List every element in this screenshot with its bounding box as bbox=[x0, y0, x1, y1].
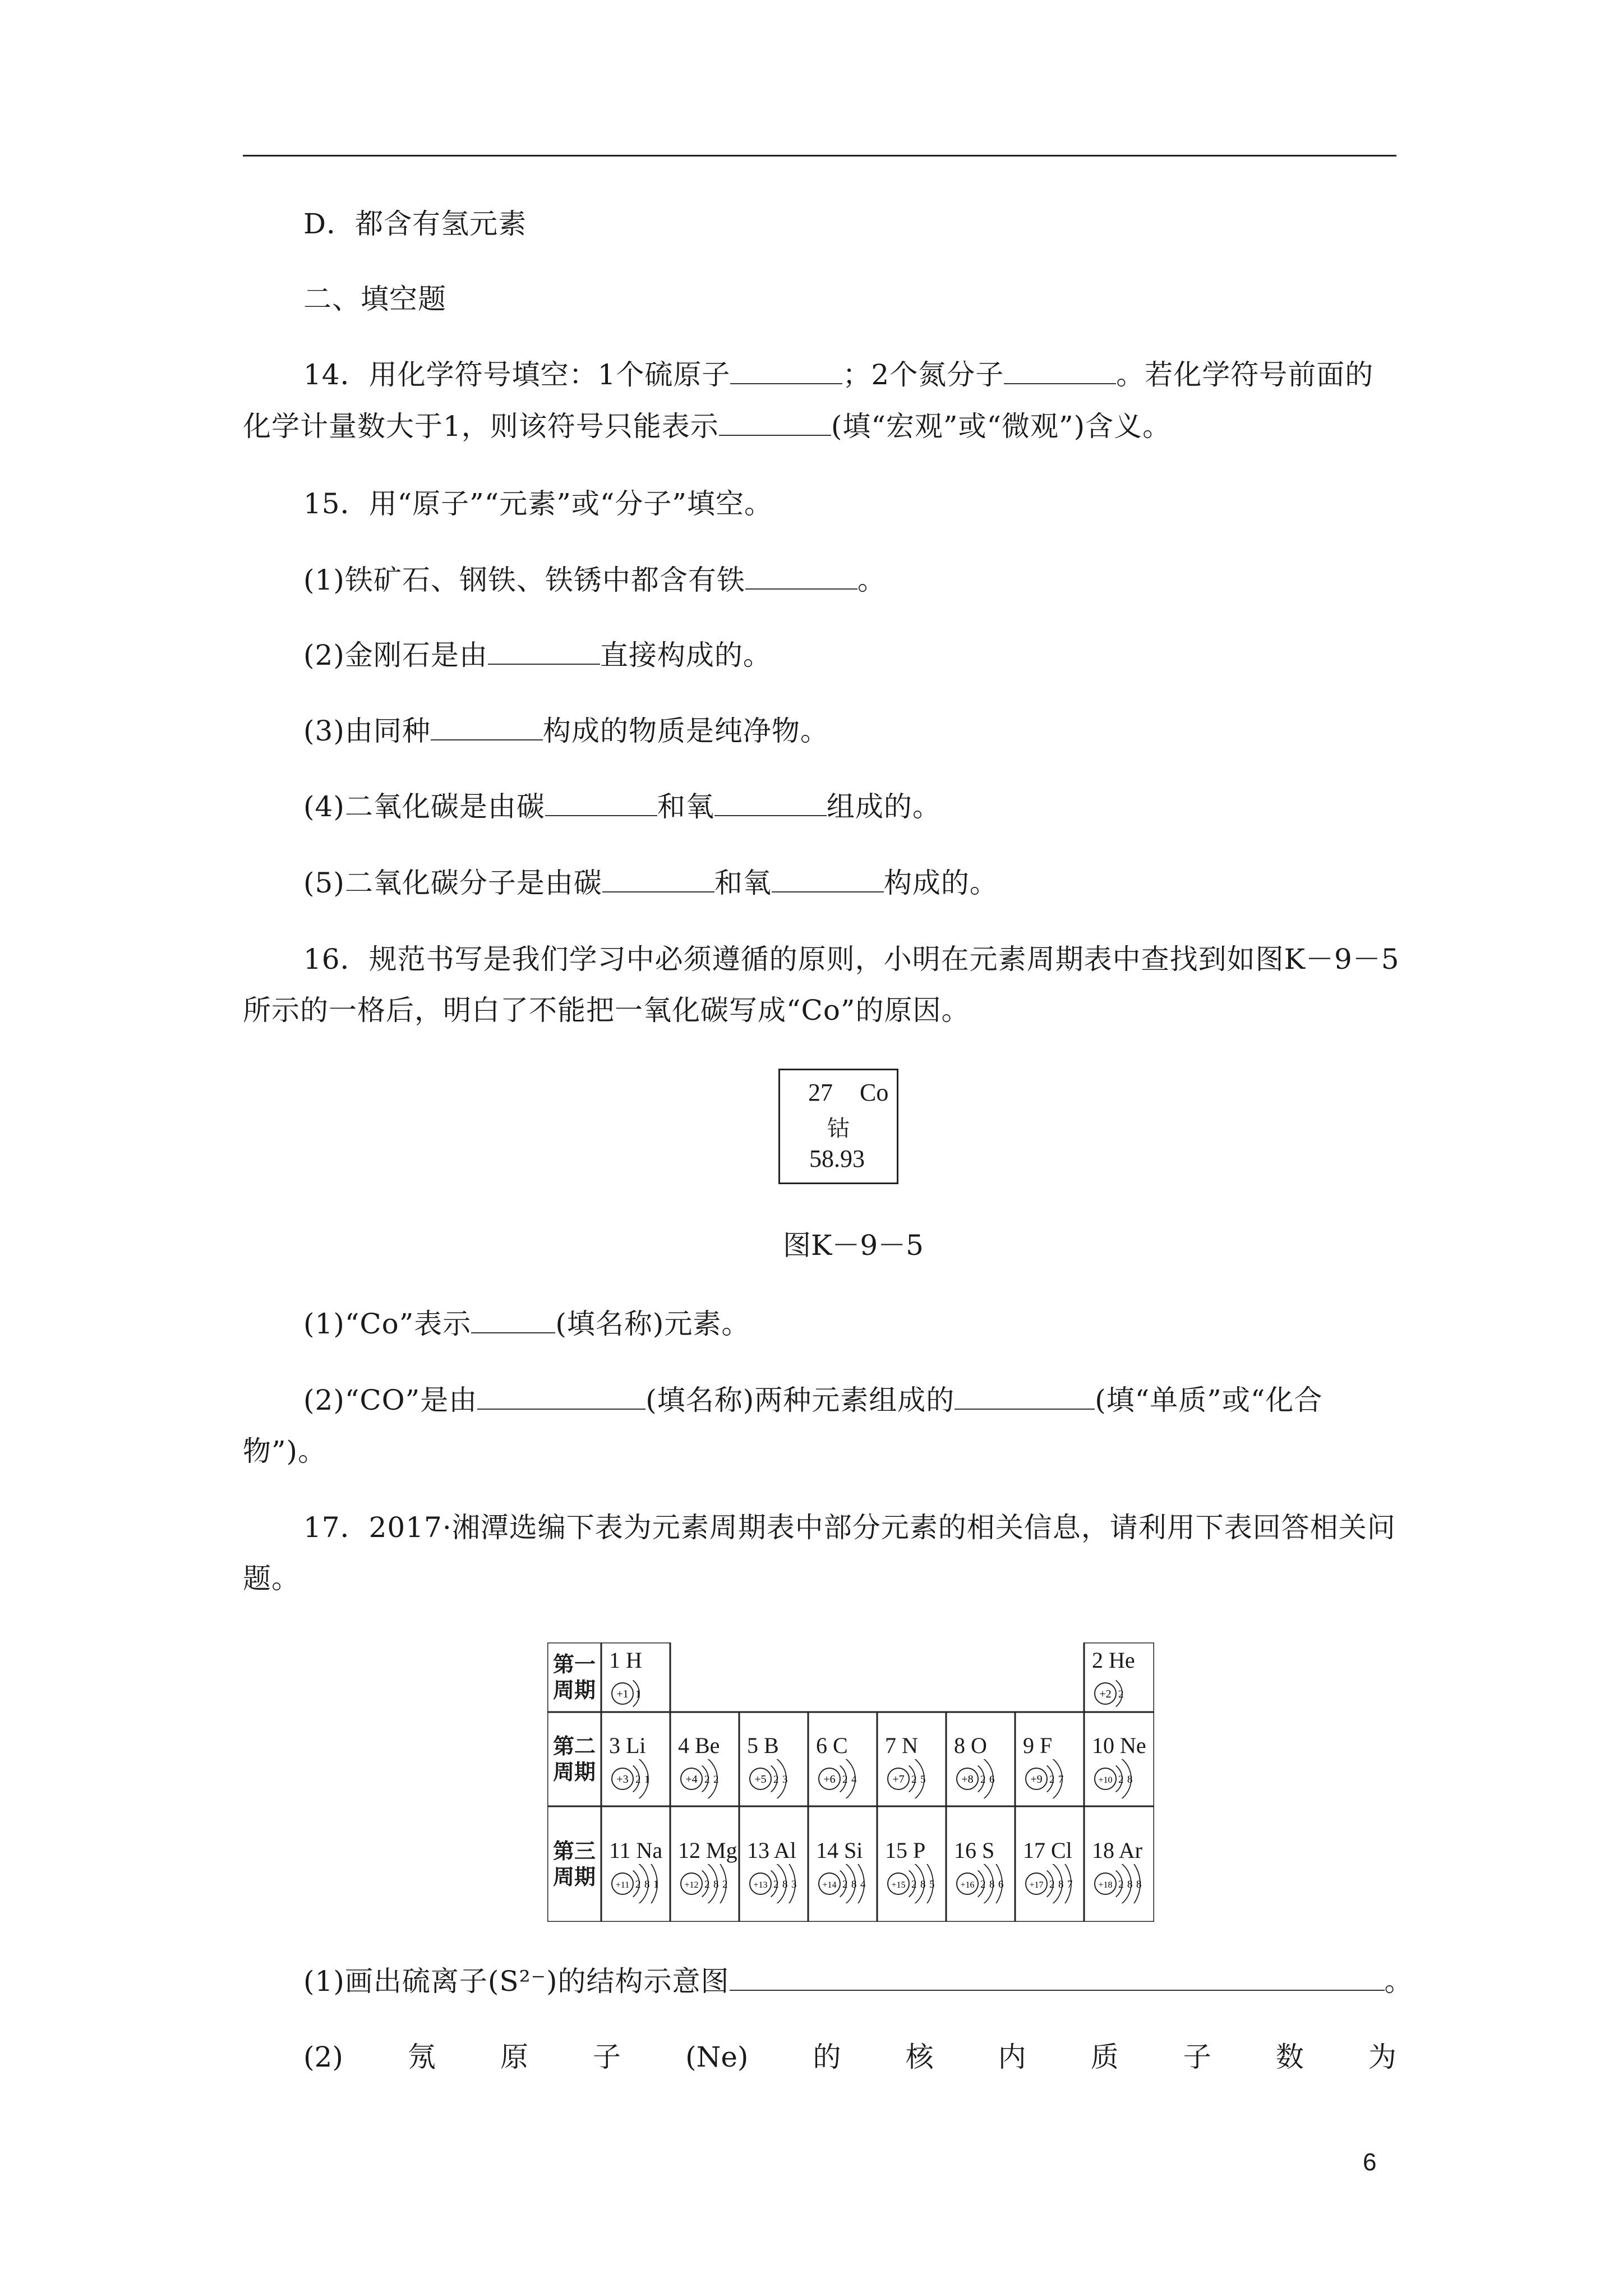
atom-structure-diagram bbox=[816, 1759, 878, 1798]
element-label: 11 Na bbox=[609, 1838, 663, 1863]
element-symbol: Co bbox=[860, 1079, 889, 1106]
electron-count: 2 bbox=[1049, 1774, 1055, 1786]
atom-structure-diagram bbox=[1023, 1759, 1085, 1798]
q17-2-word: 数 bbox=[1275, 2041, 1304, 2073]
q15-1-end: 。 bbox=[857, 564, 886, 596]
atom-structure-diagram bbox=[1092, 1864, 1154, 1903]
q17-1-text: (1)画出硫离子(S²⁻)的结构示意图 bbox=[303, 1965, 730, 1998]
element-label: 18 Ar bbox=[1092, 1838, 1142, 1863]
electron-count: 2 bbox=[635, 1774, 641, 1786]
q17-1-end: 。 bbox=[1384, 1965, 1413, 1998]
element-cell bbox=[877, 1724, 946, 1794]
electron-count: 1 bbox=[644, 1774, 650, 1786]
q17-2-word: 子 bbox=[1183, 2041, 1211, 2073]
atom-structure-diagram bbox=[609, 1864, 671, 1903]
element-label: 3 Li bbox=[609, 1733, 646, 1758]
answer-blank[interactable] bbox=[730, 1966, 1385, 1991]
q15-2-end: 直接构成的。 bbox=[600, 639, 772, 671]
question-16-2-line-2: 物”)。 bbox=[243, 1435, 327, 1467]
atom-structure-diagram bbox=[885, 1864, 947, 1903]
atom-structure-diagram bbox=[954, 1864, 1016, 1903]
answer-blank[interactable] bbox=[477, 1385, 645, 1410]
element-label: 15 P bbox=[885, 1838, 926, 1863]
figure-caption: 图K－9－5 bbox=[783, 1229, 924, 1262]
element-label: 2 He bbox=[1092, 1648, 1135, 1673]
answer-blank[interactable] bbox=[730, 360, 842, 384]
nuclear-charge: +9 bbox=[1030, 1773, 1043, 1786]
nuclear-charge: +1 bbox=[616, 1688, 629, 1700]
element-label: 10 Ne bbox=[1092, 1733, 1146, 1758]
element-cell bbox=[670, 1829, 739, 1899]
page-number: 6 bbox=[1363, 2148, 1377, 2176]
element-cell bbox=[946, 1724, 1015, 1794]
answer-blank[interactable] bbox=[488, 640, 600, 665]
option-d: D．都含有氢元素 bbox=[303, 208, 527, 240]
period-label bbox=[547, 1838, 601, 1890]
electron-count: 6 bbox=[998, 1879, 1004, 1890]
q14-text-e: (填“宏观”或“微观”)含义。 bbox=[831, 410, 1172, 443]
electron-count: 8 bbox=[851, 1879, 857, 1890]
element-cell bbox=[1015, 1829, 1084, 1899]
element-cell bbox=[808, 1829, 877, 1899]
answer-blank[interactable] bbox=[602, 868, 714, 892]
q16-2-end: (填“单质”或“化合 bbox=[1095, 1384, 1323, 1416]
nuclear-charge: +18 bbox=[1098, 1880, 1113, 1890]
element-cell bbox=[877, 1829, 946, 1899]
q17-2-word: 核 bbox=[905, 2041, 934, 2073]
electron-count: 8 bbox=[920, 1879, 926, 1890]
answer-blank[interactable] bbox=[955, 1385, 1095, 1410]
q14-text-a: 14．用化学符号填空：1个硫原子 bbox=[303, 358, 731, 391]
electron-count: 8 bbox=[782, 1879, 788, 1890]
q17-2-word: (Ne) bbox=[685, 2041, 749, 2073]
electron-count: 2 bbox=[1049, 1879, 1055, 1890]
nuclear-charge: +6 bbox=[823, 1773, 836, 1786]
element-label: 4 Be bbox=[678, 1733, 720, 1758]
electron-count: 8 bbox=[989, 1879, 995, 1890]
electron-count: 2 bbox=[1118, 1688, 1124, 1700]
element-cell bbox=[1084, 1724, 1153, 1794]
question-16-line-2: 所示的一格后，明白了不能把一氧化碳写成“Co”的原因。 bbox=[243, 994, 970, 1027]
element-cell bbox=[670, 1724, 739, 1794]
atom-structure-diagram bbox=[1092, 1759, 1154, 1798]
atom-structure-diagram bbox=[609, 1759, 671, 1798]
element-label: 14 Si bbox=[816, 1838, 863, 1863]
question-16-line-1: 16．规范书写是我们学习中必须遵循的原则，小明在元素周期表中查找到如图K－9－5 bbox=[303, 943, 1400, 976]
answer-blank[interactable] bbox=[471, 1309, 555, 1333]
atom-structure-diagram bbox=[954, 1759, 1016, 1798]
question-15-1 bbox=[303, 563, 886, 597]
q15-2-text: (2)金刚石是由 bbox=[303, 639, 488, 671]
electron-count: 7 bbox=[1067, 1879, 1073, 1890]
element-cell bbox=[808, 1724, 877, 1794]
element-cell bbox=[601, 1639, 670, 1709]
element-cell bbox=[946, 1829, 1015, 1899]
period-label-line: 第三 bbox=[552, 1838, 596, 1864]
element-label: 16 S bbox=[954, 1838, 995, 1863]
atom-structure-diagram bbox=[816, 1864, 878, 1903]
atom-structure-diagram bbox=[678, 1864, 740, 1903]
electron-count: 2 bbox=[911, 1879, 917, 1890]
nuclear-charge: +8 bbox=[961, 1773, 974, 1786]
electron-count: 5 bbox=[929, 1879, 935, 1890]
element-label: 9 F bbox=[1023, 1733, 1053, 1758]
question-17-1 bbox=[303, 1964, 1413, 1998]
atomic-mass: 58.93 bbox=[809, 1145, 865, 1172]
q14-text-d: 化学计量数大于1，则该符号只能表示 bbox=[243, 410, 719, 443]
element-cell bbox=[739, 1724, 808, 1794]
element-label: 5 B bbox=[747, 1733, 779, 1758]
q17-2-word: 氖 bbox=[407, 2041, 436, 2073]
q15-4-end: 组成的。 bbox=[826, 790, 941, 823]
electron-count: 2 bbox=[842, 1879, 848, 1890]
electron-count: 2 bbox=[980, 1879, 986, 1890]
q17-2-word: 内 bbox=[998, 2041, 1026, 2073]
electron-count: 8 bbox=[644, 1879, 650, 1890]
question-15-5 bbox=[303, 866, 998, 900]
electron-count: 2 bbox=[722, 1879, 728, 1890]
question-15-4 bbox=[303, 790, 941, 823]
atom-structure-diagram bbox=[1092, 1674, 1154, 1713]
question-17-2 bbox=[303, 2040, 1396, 2074]
element-label: 1 H bbox=[609, 1648, 642, 1673]
section-heading: 二、填空题 bbox=[303, 283, 446, 315]
question-14-line-2 bbox=[243, 409, 1171, 443]
atom-structure-diagram bbox=[1023, 1864, 1085, 1903]
nuclear-charge: +12 bbox=[684, 1880, 699, 1890]
nuclear-charge: +5 bbox=[754, 1773, 767, 1786]
electron-count: 2 bbox=[980, 1774, 986, 1786]
question-15-2 bbox=[303, 638, 772, 672]
answer-blank[interactable] bbox=[719, 411, 831, 436]
nuclear-charge: +17 bbox=[1029, 1880, 1044, 1890]
q16-1-text: (1)“Co”表示 bbox=[303, 1308, 472, 1340]
element-label: 12 Mg bbox=[678, 1838, 737, 1863]
electron-count: 2 bbox=[704, 1774, 710, 1786]
element-cell bbox=[1015, 1724, 1084, 1794]
q17-2-word: (2) bbox=[303, 2041, 343, 2073]
element-cell bbox=[601, 1724, 670, 1794]
atom-structure-diagram bbox=[747, 1759, 809, 1798]
q15-4-text: (4)二氧化碳是由碳 bbox=[303, 790, 545, 823]
q14-text-b: ；2个氮分子 bbox=[842, 358, 1004, 391]
electron-count: 3 bbox=[782, 1774, 788, 1786]
atom-structure-diagram bbox=[678, 1759, 740, 1798]
question-17-line-2: 题。 bbox=[243, 1562, 300, 1595]
electron-count: 2 bbox=[911, 1774, 917, 1786]
answer-blank[interactable] bbox=[745, 565, 857, 590]
electron-count: 5 bbox=[920, 1774, 926, 1786]
nuclear-charge: +10 bbox=[1098, 1775, 1113, 1785]
q17-2-word: 子 bbox=[593, 2041, 621, 2073]
question-15-3 bbox=[303, 714, 829, 748]
q14-text-c: 。若化学符号前面的 bbox=[1116, 358, 1374, 391]
q16-1-end: (填名称)元素。 bbox=[555, 1308, 750, 1340]
element-cell-cobalt bbox=[778, 1069, 898, 1184]
electron-count: 2 bbox=[1118, 1879, 1124, 1890]
element-label: 13 Al bbox=[747, 1838, 796, 1863]
electron-count: 1 bbox=[635, 1688, 641, 1700]
electron-count: 2 bbox=[713, 1774, 719, 1786]
atom-structure-diagram bbox=[609, 1674, 671, 1713]
q15-4-mid: 和氧 bbox=[657, 790, 714, 823]
answer-blank[interactable] bbox=[431, 716, 543, 740]
electron-count: 2 bbox=[635, 1879, 641, 1890]
q15-5-mid: 和氧 bbox=[714, 867, 772, 899]
nuclear-charge: +4 bbox=[685, 1773, 698, 1786]
nuclear-charge: +16 bbox=[960, 1880, 975, 1890]
period-label-line: 周期 bbox=[552, 1677, 596, 1703]
element-label: 8 O bbox=[954, 1733, 987, 1758]
electron-count: 4 bbox=[851, 1774, 857, 1786]
question-15: 15．用“原子”“元素”或“分子”填空。 bbox=[303, 487, 773, 520]
answer-blank[interactable] bbox=[1004, 360, 1116, 384]
q17-2-word: 的 bbox=[813, 2041, 841, 2073]
electron-count: 2 bbox=[1118, 1774, 1124, 1786]
q16-2-text: (2)“CO”是由 bbox=[303, 1384, 478, 1416]
electron-count: 2 bbox=[704, 1879, 710, 1890]
element-cell bbox=[739, 1829, 808, 1899]
q17-2-word: 为 bbox=[1368, 2041, 1396, 2073]
electron-count: 3 bbox=[791, 1879, 797, 1890]
electron-count: 4 bbox=[860, 1879, 866, 1890]
element-label: 17 Cl bbox=[1023, 1838, 1072, 1863]
period-label-line: 周期 bbox=[552, 1864, 596, 1889]
question-16-1 bbox=[303, 1307, 750, 1341]
q15-3-end: 构成的物质是纯净物。 bbox=[542, 715, 829, 747]
period-label bbox=[547, 1651, 601, 1703]
electron-count: 7 bbox=[1058, 1774, 1064, 1786]
period-label-line: 第一 bbox=[552, 1651, 596, 1677]
q15-5-end: 构成的。 bbox=[883, 867, 998, 899]
element-label: 7 N bbox=[885, 1733, 918, 1758]
nuclear-charge: +2 bbox=[1099, 1688, 1112, 1700]
answer-blank[interactable] bbox=[545, 792, 657, 816]
atom-structure-diagram bbox=[885, 1759, 947, 1798]
q15-5-text: (5)二氧化碳分子是由碳 bbox=[303, 867, 602, 899]
electron-count: 8 bbox=[1127, 1774, 1133, 1786]
period-label bbox=[547, 1733, 601, 1785]
element-name: 钴 bbox=[827, 1116, 850, 1142]
q16-2-mid: (填名称)两种元素组成的 bbox=[645, 1384, 955, 1416]
nuclear-charge: +14 bbox=[822, 1880, 837, 1890]
nuclear-charge: +11 bbox=[615, 1880, 630, 1890]
q17-2-word: 质 bbox=[1090, 2041, 1119, 2073]
electron-count: 2 bbox=[773, 1774, 779, 1786]
question-16-2-line-1 bbox=[303, 1383, 1322, 1417]
period-label-line: 第二 bbox=[552, 1733, 596, 1759]
nuclear-charge: +13 bbox=[753, 1880, 768, 1890]
periodic-table-excerpt bbox=[547, 1642, 1154, 1922]
q15-3-text: (3)由同种 bbox=[303, 715, 431, 747]
electron-count: 6 bbox=[989, 1774, 995, 1786]
atom-structure-diagram bbox=[747, 1864, 809, 1903]
element-cell bbox=[601, 1829, 670, 1899]
electron-count: 8 bbox=[1127, 1879, 1133, 1890]
electron-count: 1 bbox=[653, 1879, 659, 1890]
q15-1-text: (1)铁矿石、钢铁、铁锈中都含有铁 bbox=[303, 564, 745, 596]
element-label: 6 C bbox=[816, 1733, 848, 1758]
question-17-line-1: 17．2017·湘潭选编下表为元素周期表中部分元素的相关信息，请利用下表回答相关问 bbox=[303, 1511, 1396, 1544]
answer-blank[interactable] bbox=[714, 792, 827, 816]
answer-blank[interactable] bbox=[772, 868, 884, 892]
nuclear-charge: +15 bbox=[891, 1880, 906, 1890]
electron-count: 8 bbox=[1136, 1879, 1142, 1890]
electron-count: 8 bbox=[1058, 1879, 1064, 1890]
electron-count: 8 bbox=[713, 1879, 719, 1890]
nuclear-charge: +3 bbox=[616, 1773, 629, 1786]
header-rule bbox=[243, 155, 1396, 157]
question-14-line-1 bbox=[303, 358, 1373, 392]
electron-count: 2 bbox=[773, 1879, 779, 1890]
nuclear-charge: +7 bbox=[892, 1773, 905, 1786]
atomic-number: 27 bbox=[808, 1079, 833, 1106]
period-label-line: 周期 bbox=[552, 1759, 596, 1784]
element-cell bbox=[1084, 1829, 1153, 1899]
q17-2-word: 原 bbox=[500, 2041, 528, 2073]
electron-count: 2 bbox=[842, 1774, 848, 1786]
element-cell bbox=[1084, 1639, 1153, 1709]
